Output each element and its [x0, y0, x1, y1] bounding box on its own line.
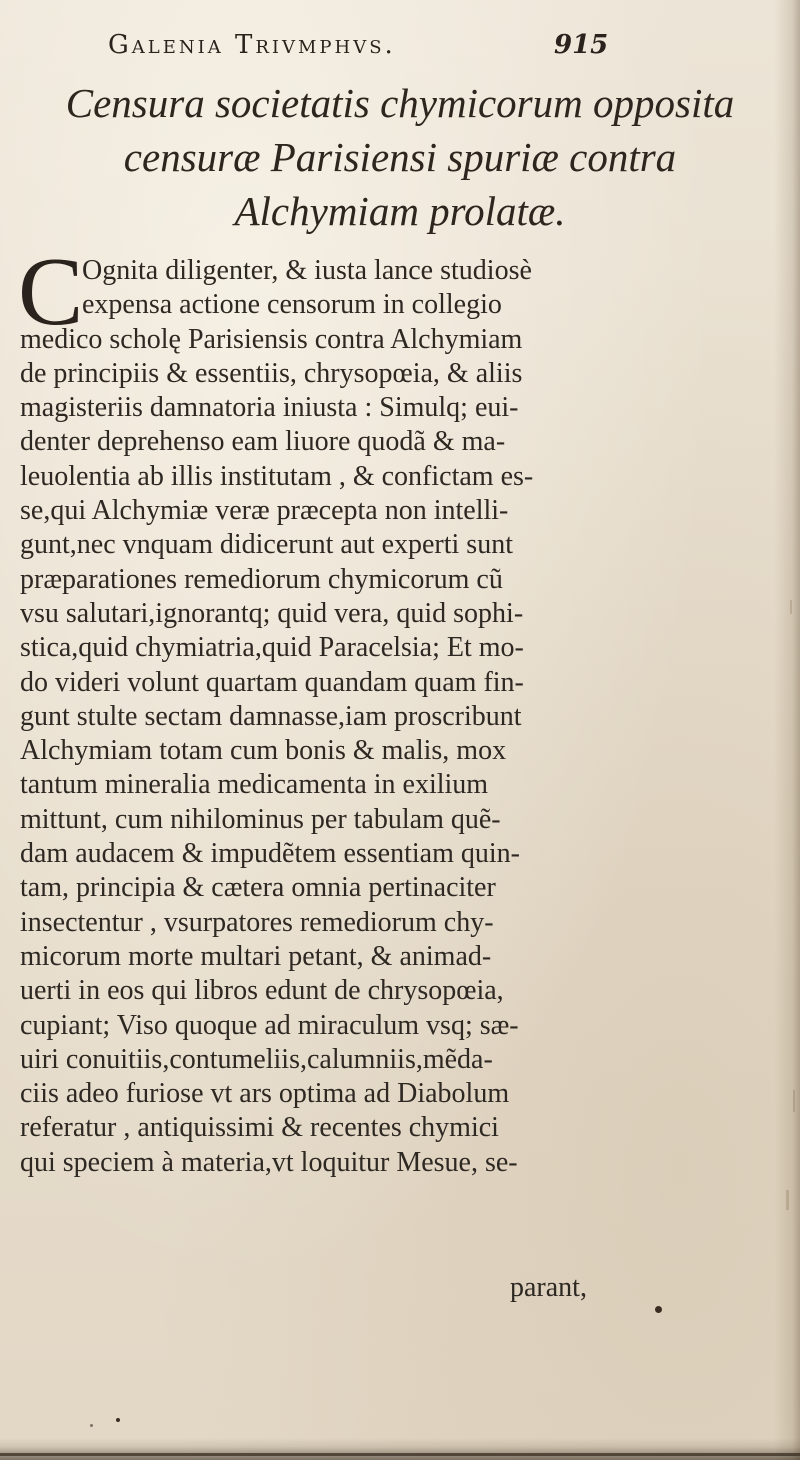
- ink-speck: [90, 1424, 93, 1427]
- text-line: insectentur , vsurpatores remediorum chy-: [20, 906, 494, 938]
- text-line: leuolentia ab illis institutam , & confictam es-: [20, 460, 534, 492]
- title-line: Alchymiam prolatæ.: [234, 188, 566, 234]
- title-line: censuræ Parisiensi spuriæ contra: [123, 134, 677, 180]
- text-line: do videri volunt quartam quandam quam fin-: [20, 666, 524, 698]
- text-line: cupiant; Viso quoque ad miraculum vsq; sæ-: [20, 1009, 519, 1041]
- text-line: qui speciem à materia,vt loquitur Mesue, se-: [20, 1146, 518, 1178]
- text-line: stica,quid chymiatria,quid Paracelsia; Et mo-: [20, 632, 524, 664]
- drop-cap-initial: C: [18, 238, 84, 346]
- text-line: Alchymiam totam cum bonis & malis, mox: [20, 735, 507, 767]
- text-line: gunt,nec vnquam didicerunt aut experti sunt: [20, 529, 513, 561]
- text-line: de principiis & essentiis, chrysopœia, & aliis: [20, 357, 523, 389]
- ink-speck: [116, 1418, 120, 1422]
- text-line: præparationes remediorum chymicorum cũ: [20, 563, 503, 595]
- running-title: Galenia Trivmphvs.: [108, 30, 396, 60]
- text-line: uerti in eos qui libros edunt de chrysopœia,: [20, 975, 504, 1007]
- page-number: 915: [554, 30, 609, 60]
- catchword: parant,: [510, 1272, 587, 1303]
- text-line: expensa actione censorum in collegio: [82, 289, 502, 321]
- page-edge-shadow: [774, 0, 800, 1460]
- text-line: tantum mineralia medicamenta in exilium: [20, 769, 489, 801]
- text-line: vsu salutari,ignorantq; quid vera, quid sophi-: [20, 597, 524, 629]
- section-title: [0, 76, 800, 238]
- body-paragraph: [18, 238, 620, 1180]
- text-line: se,qui Alchymiæ veræ præcepta non intelli-: [20, 495, 509, 527]
- title-line: Censura societatis chymicorum opposita: [65, 80, 735, 126]
- ink-speck: [655, 1306, 662, 1313]
- page-bottom-shadow: [0, 1438, 800, 1460]
- text-line: denter deprehenso eam liuore quodã & ma-: [20, 426, 506, 458]
- text-line: dam audacem & impudẽtem essentiam quin-: [20, 838, 520, 870]
- text-line: micorum morte multari petant, & animad-: [20, 940, 492, 972]
- text-line: magisteriis damnatoria iniusta : Simulq; eui-: [20, 392, 519, 424]
- text-line: referatur , antiquissimi & recentes chymici: [20, 1112, 499, 1144]
- text-line: Ognita diligenter, & iusta lance studiosè: [82, 255, 532, 286]
- page-bottom-edge: [0, 1453, 800, 1456]
- text-line: tam, principia & cætera omnia pertinaciter: [20, 872, 496, 904]
- text-line: ciis adeo furiose vt ars optima ad Diabolum: [20, 1078, 510, 1110]
- text-line: uiri conuitiis,contumeliis,calumniis,mẽda-: [20, 1043, 493, 1075]
- text-line: gunt stulte sectam damnasse,iam proscribunt: [20, 700, 522, 732]
- text-line: mittunt, cum nihilominus per tabulam quẽ-: [20, 803, 501, 835]
- text-line: medico scholę Parisiensis contra Alchymiam: [20, 323, 523, 355]
